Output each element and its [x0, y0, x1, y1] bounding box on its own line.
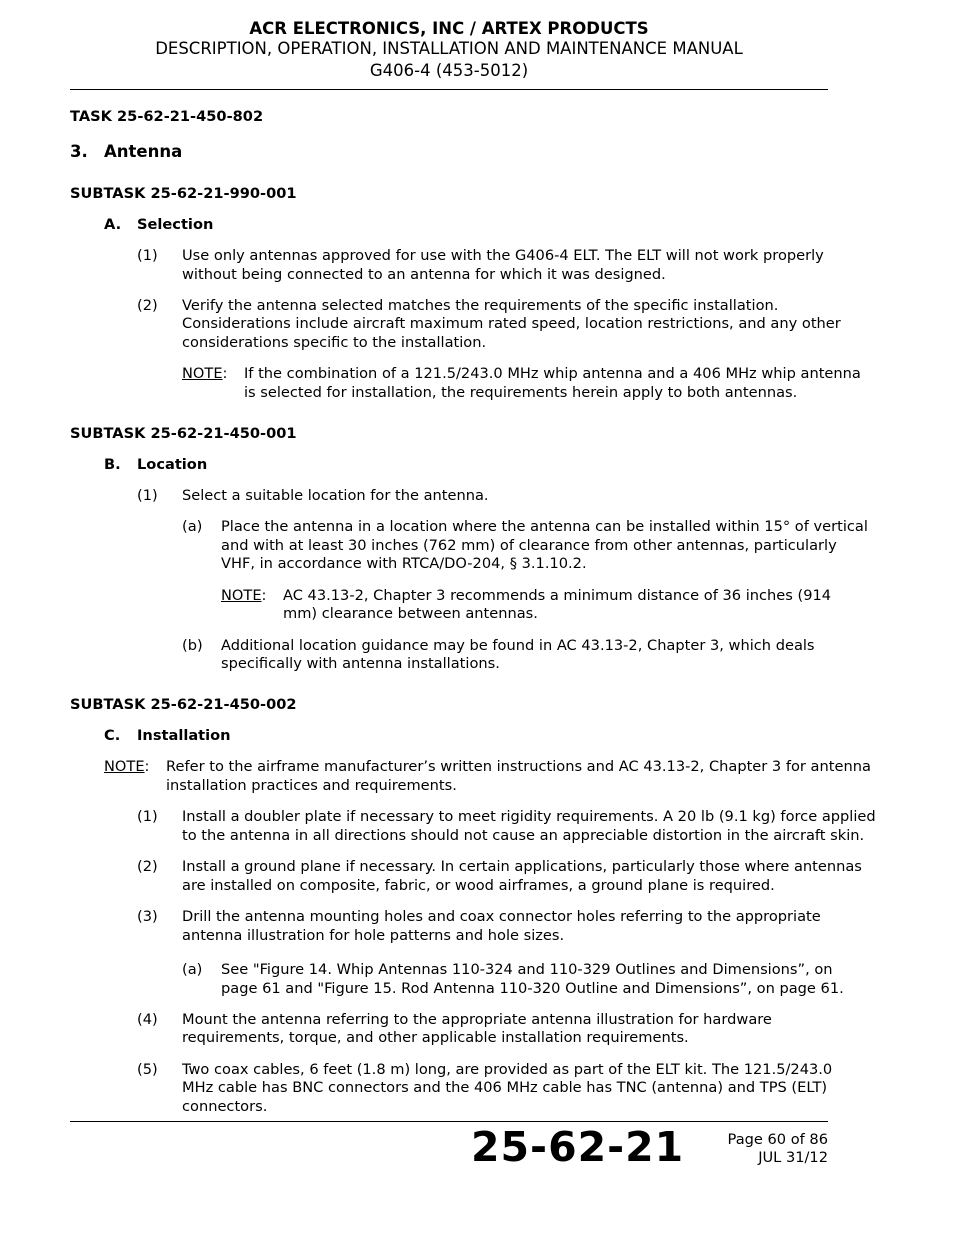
location-note-line-2: mm) clearance between antennas.: [283, 605, 538, 622]
selection-note-word: NOTE: [182, 365, 223, 382]
installation-note-word: NOTE: [104, 758, 145, 775]
selection-title: Selection: [137, 216, 214, 233]
installation-step-2-line-1: Install a ground plane if necessary. In certain applications, particularly those where antennas: [182, 858, 862, 875]
selection-note-label: [182, 364, 227, 383]
installation-note-label: [104, 757, 149, 776]
location-substep-a-line-1: Place the antenna in a location where the antenna can be installed within 15° of vertical: [221, 518, 868, 535]
installation-step-3-number: (3): [137, 908, 158, 925]
selection-letter: A.: [104, 216, 122, 233]
selection-note-line-1: If the combination of a 121.5/243.0 MHz whip antenna and a 406 MHz whip antenna: [244, 365, 861, 382]
selection-step-1-number: (1): [137, 247, 158, 264]
installation-step-4-line-2: requirements, torque, and other applicable installation requirements.: [182, 1029, 689, 1046]
installation-title: Installation: [137, 727, 231, 744]
installation-step-4-line-1: Mount the antenna referring to the appropriate antenna illustration for hardware: [182, 1011, 772, 1028]
installation-step-2-number: (2): [137, 858, 158, 875]
installation-step-1-line-1: Install a doubler plate if necessary to meet rigidity requirements. A 20 lb (9.1 kg) force applied: [182, 808, 876, 825]
location-letter: B.: [104, 456, 121, 473]
selection-step-1-line-1: Use only antennas approved for use with the G406-4 ELT. The ELT will not work properly: [182, 247, 824, 264]
selection-step-1-line-2: without being connected to an antenna for which it was designed.: [182, 266, 666, 283]
header-rule: [70, 89, 828, 90]
footer-rule: [70, 1121, 828, 1122]
subtask-b-id: SUBTASK 25-62-21-450-001: [70, 425, 297, 442]
section-number: 3.: [70, 142, 88, 161]
selection-step-2-line-1: Verify the antenna selected matches the requirements of the specific installation.: [182, 297, 779, 314]
footer-revision-date: JUL 31/12: [758, 1149, 828, 1166]
location-substep-a-number: (a): [182, 518, 203, 535]
section-title: Antenna: [104, 142, 183, 161]
location-note-label: [221, 586, 266, 605]
selection-note-colon: :: [222, 365, 228, 382]
installation-step-2-line-2: are installed on composite, fabric, or wood airframes, a ground plane is required.: [182, 877, 775, 894]
location-substep-b-line-1: Additional location guidance may be found in AC 43.13-2, Chapter 3, which deals: [221, 637, 815, 654]
selection-note-line-2: is selected for installation, the requirements herein apply to both antennas.: [244, 384, 798, 401]
installation-note-line-1: Refer to the airframe manufacturer’s written instructions and AC 43.13-2, Chapter 3 for antenna: [166, 758, 871, 775]
installation-substep-a-line-2: page 61 and "Figure 15. Rod Antenna 110-320 Outline and Dimensions”, on page 61.: [221, 980, 844, 997]
installation-note-colon: :: [144, 758, 150, 775]
installation-substep-a-number: (a): [182, 961, 203, 978]
location-substep-a-line-2: and with at least 30 inches (762 mm) of clearance from other antennas, particularly: [221, 537, 837, 554]
installation-note-line-2: installation practices and requirements.: [166, 777, 457, 794]
installation-step-3-line-1: Drill the antenna mounting holes and coax connector holes referring to the appropriate: [182, 908, 821, 925]
selection-step-2-line-3: considerations specific to the installation.: [182, 334, 487, 351]
footer-page-number: Page 60 of 86: [727, 1131, 828, 1148]
selection-step-2-line-2: Considerations include aircraft maximum rated speed, location restrictions, and any other: [182, 315, 841, 332]
location-substep-a-line-3: VHF, in accordance with RTCA/DO-204, § 3.1.10.2.: [221, 555, 587, 572]
installation-step-1-line-2: to the antenna in all directions should not cause an appreciable distortion in the aircraft skin.: [182, 827, 865, 844]
selection-step-2-number: (2): [137, 297, 158, 314]
location-note-word: NOTE: [221, 587, 262, 604]
installation-step-5-number: (5): [137, 1061, 158, 1078]
location-note-colon: :: [261, 587, 267, 604]
installation-letter: C.: [104, 727, 121, 744]
header-company: ACR ELECTRONICS, INC / ARTEX PRODUCTS: [249, 19, 649, 38]
location-step-1-number: (1): [137, 487, 158, 504]
installation-step-5-line-2: MHz cable has BNC connectors and the 406 MHz cable has TNC (antenna) and TPS (ELT): [182, 1079, 828, 1096]
location-substep-b-line-2: specifically with antenna installations.: [221, 655, 500, 672]
footer-chapter-code: 25-62-21: [471, 1123, 685, 1171]
location-substep-b-number: (b): [182, 637, 203, 654]
subtask-c-id: SUBTASK 25-62-21-450-002: [70, 696, 297, 713]
task-id: TASK 25-62-21-450-802: [70, 108, 264, 125]
installation-step-5-line-3: connectors.: [182, 1098, 268, 1115]
installation-step-1-number: (1): [137, 808, 158, 825]
location-step-1-line-1: Select a suitable location for the antenna.: [182, 487, 489, 504]
header-manual-title: DESCRIPTION, OPERATION, INSTALLATION AND MAINTENANCE MANUAL: [155, 39, 743, 58]
installation-step-4-number: (4): [137, 1011, 158, 1028]
installation-step-3-line-2: antenna illustration for hole patterns and hole sizes.: [182, 927, 565, 944]
installation-substep-a-line-1: See "Figure 14. Whip Antennas 110-324 and 110-329 Outlines and Dimensions”, on: [221, 961, 833, 978]
location-note-line-1: AC 43.13-2, Chapter 3 recommends a minimum distance of 36 inches (914: [283, 587, 832, 604]
installation-step-5-line-1: Two coax cables, 6 feet (1.8 m) long, are provided as part of the ELT kit. The 121.5/243.0: [182, 1061, 833, 1078]
subtask-a-id: SUBTASK 25-62-21-990-001: [70, 185, 297, 202]
location-title: Location: [137, 456, 208, 473]
header-model: G406-4 (453-5012): [369, 61, 529, 80]
